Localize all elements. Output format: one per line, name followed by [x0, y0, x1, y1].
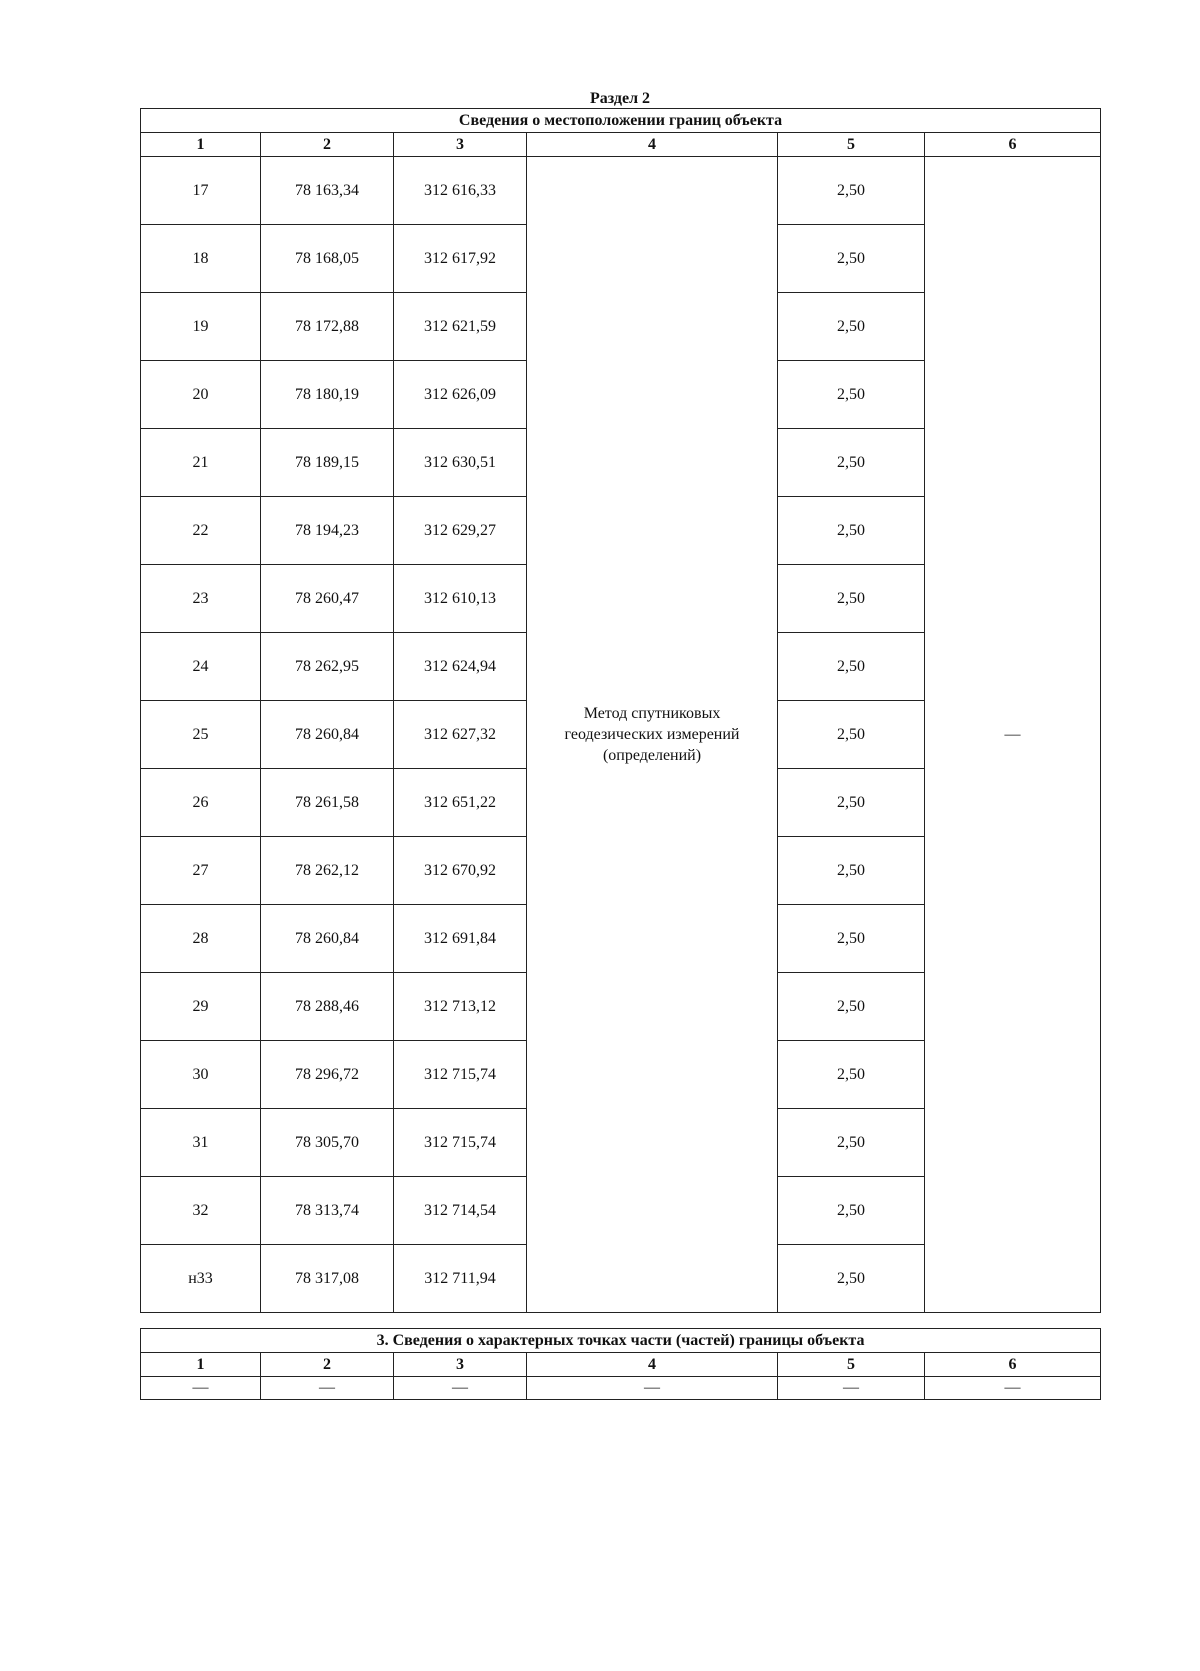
point-number-cell: 29	[141, 973, 261, 1041]
boundary-coordinates-table	[140, 108, 1101, 1313]
accuracy-cell: 2,50	[778, 633, 925, 701]
x-coordinate-cell: 78 313,74	[261, 1177, 394, 1245]
empty-value-cell: —	[778, 1377, 925, 1400]
y-coordinate-cell: 312 711,94	[394, 1245, 527, 1313]
point-number-cell: 24	[141, 633, 261, 701]
column-header: 5	[778, 133, 925, 157]
point-number-cell: 18	[141, 225, 261, 293]
column-header: 4	[527, 133, 778, 157]
point-number-cell: 23	[141, 565, 261, 633]
column-header: 5	[778, 1353, 925, 1377]
x-coordinate-cell: 78 168,05	[261, 225, 394, 293]
column-header: 6	[925, 1353, 1101, 1377]
method-cell: Метод спутниковых геодезических измерений (определений)	[527, 157, 778, 1313]
empty-value-cell: —	[261, 1377, 394, 1400]
accuracy-cell: 2,50	[778, 1177, 925, 1245]
x-coordinate-cell: 78 194,23	[261, 497, 394, 565]
y-coordinate-cell: 312 616,33	[394, 157, 527, 225]
point-number-cell: 31	[141, 1109, 261, 1177]
x-coordinate-cell: 78 180,19	[261, 361, 394, 429]
table-row	[141, 157, 1101, 225]
point-number-cell: 27	[141, 837, 261, 905]
empty-value-cell: —	[527, 1377, 778, 1400]
accuracy-cell: 2,50	[778, 837, 925, 905]
point-number-cell: 19	[141, 293, 261, 361]
point-number-cell: н33	[141, 1245, 261, 1313]
x-coordinate-cell: 78 172,88	[261, 293, 394, 361]
column-header: 2	[261, 133, 394, 157]
point-number-cell: 25	[141, 701, 261, 769]
y-coordinate-cell: 312 627,32	[394, 701, 527, 769]
column-header: 4	[527, 1353, 778, 1377]
x-coordinate-cell: 78 305,70	[261, 1109, 394, 1177]
y-coordinate-cell: 312 624,94	[394, 633, 527, 701]
column-header: 3	[394, 1353, 527, 1377]
accuracy-cell: 2,50	[778, 497, 925, 565]
y-coordinate-cell: 312 610,13	[394, 565, 527, 633]
y-coordinate-cell: 312 715,74	[394, 1041, 527, 1109]
y-coordinate-cell: 312 621,59	[394, 293, 527, 361]
y-coordinate-cell: 312 629,27	[394, 497, 527, 565]
empty-value-cell: —	[141, 1377, 261, 1400]
column-headers	[141, 133, 1101, 157]
table-row	[141, 1377, 1101, 1400]
y-coordinate-cell: 312 713,12	[394, 973, 527, 1041]
accuracy-cell: 2,50	[778, 361, 925, 429]
x-coordinate-cell: 78 296,72	[261, 1041, 394, 1109]
y-coordinate-cell: 312 626,09	[394, 361, 527, 429]
x-coordinate-cell: 78 262,12	[261, 837, 394, 905]
accuracy-cell: 2,50	[778, 157, 925, 225]
point-number-cell: 21	[141, 429, 261, 497]
y-coordinate-cell: 312 630,51	[394, 429, 527, 497]
x-coordinate-cell: 78 260,84	[261, 905, 394, 973]
section-title: Раздел 2	[589, 90, 651, 107]
empty-value-cell: —	[925, 1377, 1101, 1400]
x-coordinate-cell: 78 260,84	[261, 701, 394, 769]
column-header: 3	[394, 133, 527, 157]
accuracy-cell: 2,50	[778, 565, 925, 633]
accuracy-cell: 2,50	[778, 293, 925, 361]
column-header: 6	[925, 133, 1101, 157]
sub-column-headers	[141, 1353, 1101, 1377]
accuracy-cell: 2,50	[778, 973, 925, 1041]
column-header: 1	[141, 133, 261, 157]
accuracy-cell: 2,50	[778, 1245, 925, 1313]
point-number-cell: 32	[141, 1177, 261, 1245]
point-number-cell: 20	[141, 361, 261, 429]
accuracy-cell: 2,50	[778, 1041, 925, 1109]
column-header: 1	[141, 1353, 261, 1377]
x-coordinate-cell: 78 317,08	[261, 1245, 394, 1313]
y-coordinate-cell: 312 714,54	[394, 1177, 527, 1245]
point-number-cell: 30	[141, 1041, 261, 1109]
x-coordinate-cell: 78 262,95	[261, 633, 394, 701]
x-coordinate-cell: 78 261,58	[261, 769, 394, 837]
y-coordinate-cell: 312 670,92	[394, 837, 527, 905]
point-number-cell: 26	[141, 769, 261, 837]
sub-table-title: 3. Сведения о характерных точках части (частей) границы объекта	[141, 1329, 1101, 1353]
accuracy-cell: 2,50	[778, 429, 925, 497]
part-points-table	[140, 1328, 1101, 1400]
x-coordinate-cell: 78 260,47	[261, 565, 394, 633]
x-coordinate-cell: 78 288,46	[261, 973, 394, 1041]
description-cell: —	[925, 157, 1101, 1313]
x-coordinate-cell: 78 163,34	[261, 157, 394, 225]
empty-value-cell: —	[394, 1377, 527, 1400]
point-number-cell: 17	[141, 157, 261, 225]
y-coordinate-cell: 312 715,74	[394, 1109, 527, 1177]
column-header: 2	[261, 1353, 394, 1377]
accuracy-cell: 2,50	[778, 905, 925, 973]
y-coordinate-cell: 312 651,22	[394, 769, 527, 837]
point-number-cell: 22	[141, 497, 261, 565]
accuracy-cell: 2,50	[778, 225, 925, 293]
point-number-cell: 28	[141, 905, 261, 973]
table-body	[141, 157, 1101, 1313]
accuracy-cell: 2,50	[778, 1109, 925, 1177]
table-title: Сведения о местоположении границ объекта	[141, 109, 1101, 133]
accuracy-cell: 2,50	[778, 701, 925, 769]
accuracy-cell: 2,50	[778, 769, 925, 837]
y-coordinate-cell: 312 691,84	[394, 905, 527, 973]
x-coordinate-cell: 78 189,15	[261, 429, 394, 497]
y-coordinate-cell: 312 617,92	[394, 225, 527, 293]
